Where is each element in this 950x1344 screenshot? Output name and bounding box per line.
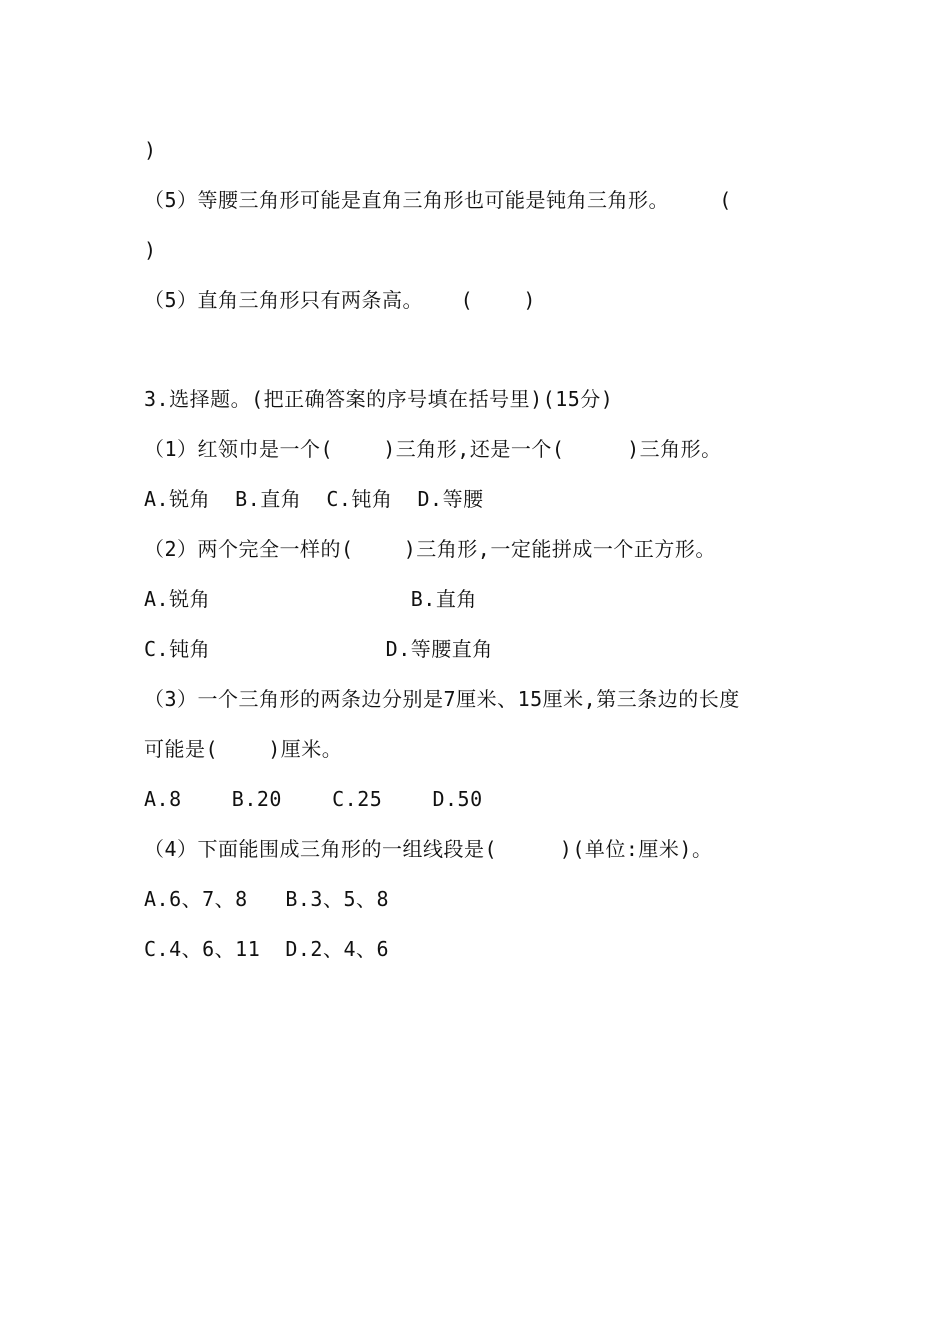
question-1-options: A.锐角 B.直角 C.钝角 D.等腰 [144,487,484,511]
question-3-options: A.8 B.20 C.25 D.50 [144,787,483,811]
judgment-item-5a: （5）等腰三角形可能是直角三角形也可能是钝角三角形。 ( [144,188,732,212]
question-2-options-cd: C.钝角 D.等腰直角 [144,637,493,661]
question-4-options-cd: C.4、6、11 D.2、4、6 [144,937,390,961]
question-2: （2）两个完全一样的( )三角形,一定能拼成一个正方形。 [144,537,716,561]
judgment-item-5b: （5）直角三角形只有两条高。 ( ) [144,288,536,312]
text-line: ) [144,238,157,262]
question-1: （1）红领巾是一个( )三角形,还是一个( )三角形。 [144,437,722,461]
question-3-continued: 可能是( )厘米。 [144,737,343,761]
question-2-options-ab: A.锐角 B.直角 [144,587,477,611]
question-4: （4）下面能围成三角形的一组线段是( )(单位:厘米)。 [144,837,713,861]
section-heading: 3.选择题。(把正确答案的序号填在括号里)(15分) [144,387,614,411]
question-3: （3）一个三角形的两条边分别是7厘米、15厘米,第三条边的长度 [144,687,740,711]
question-4-options-ab: A.6、7、8 B.3、5、8 [144,887,390,911]
text-line: ) [144,138,157,162]
